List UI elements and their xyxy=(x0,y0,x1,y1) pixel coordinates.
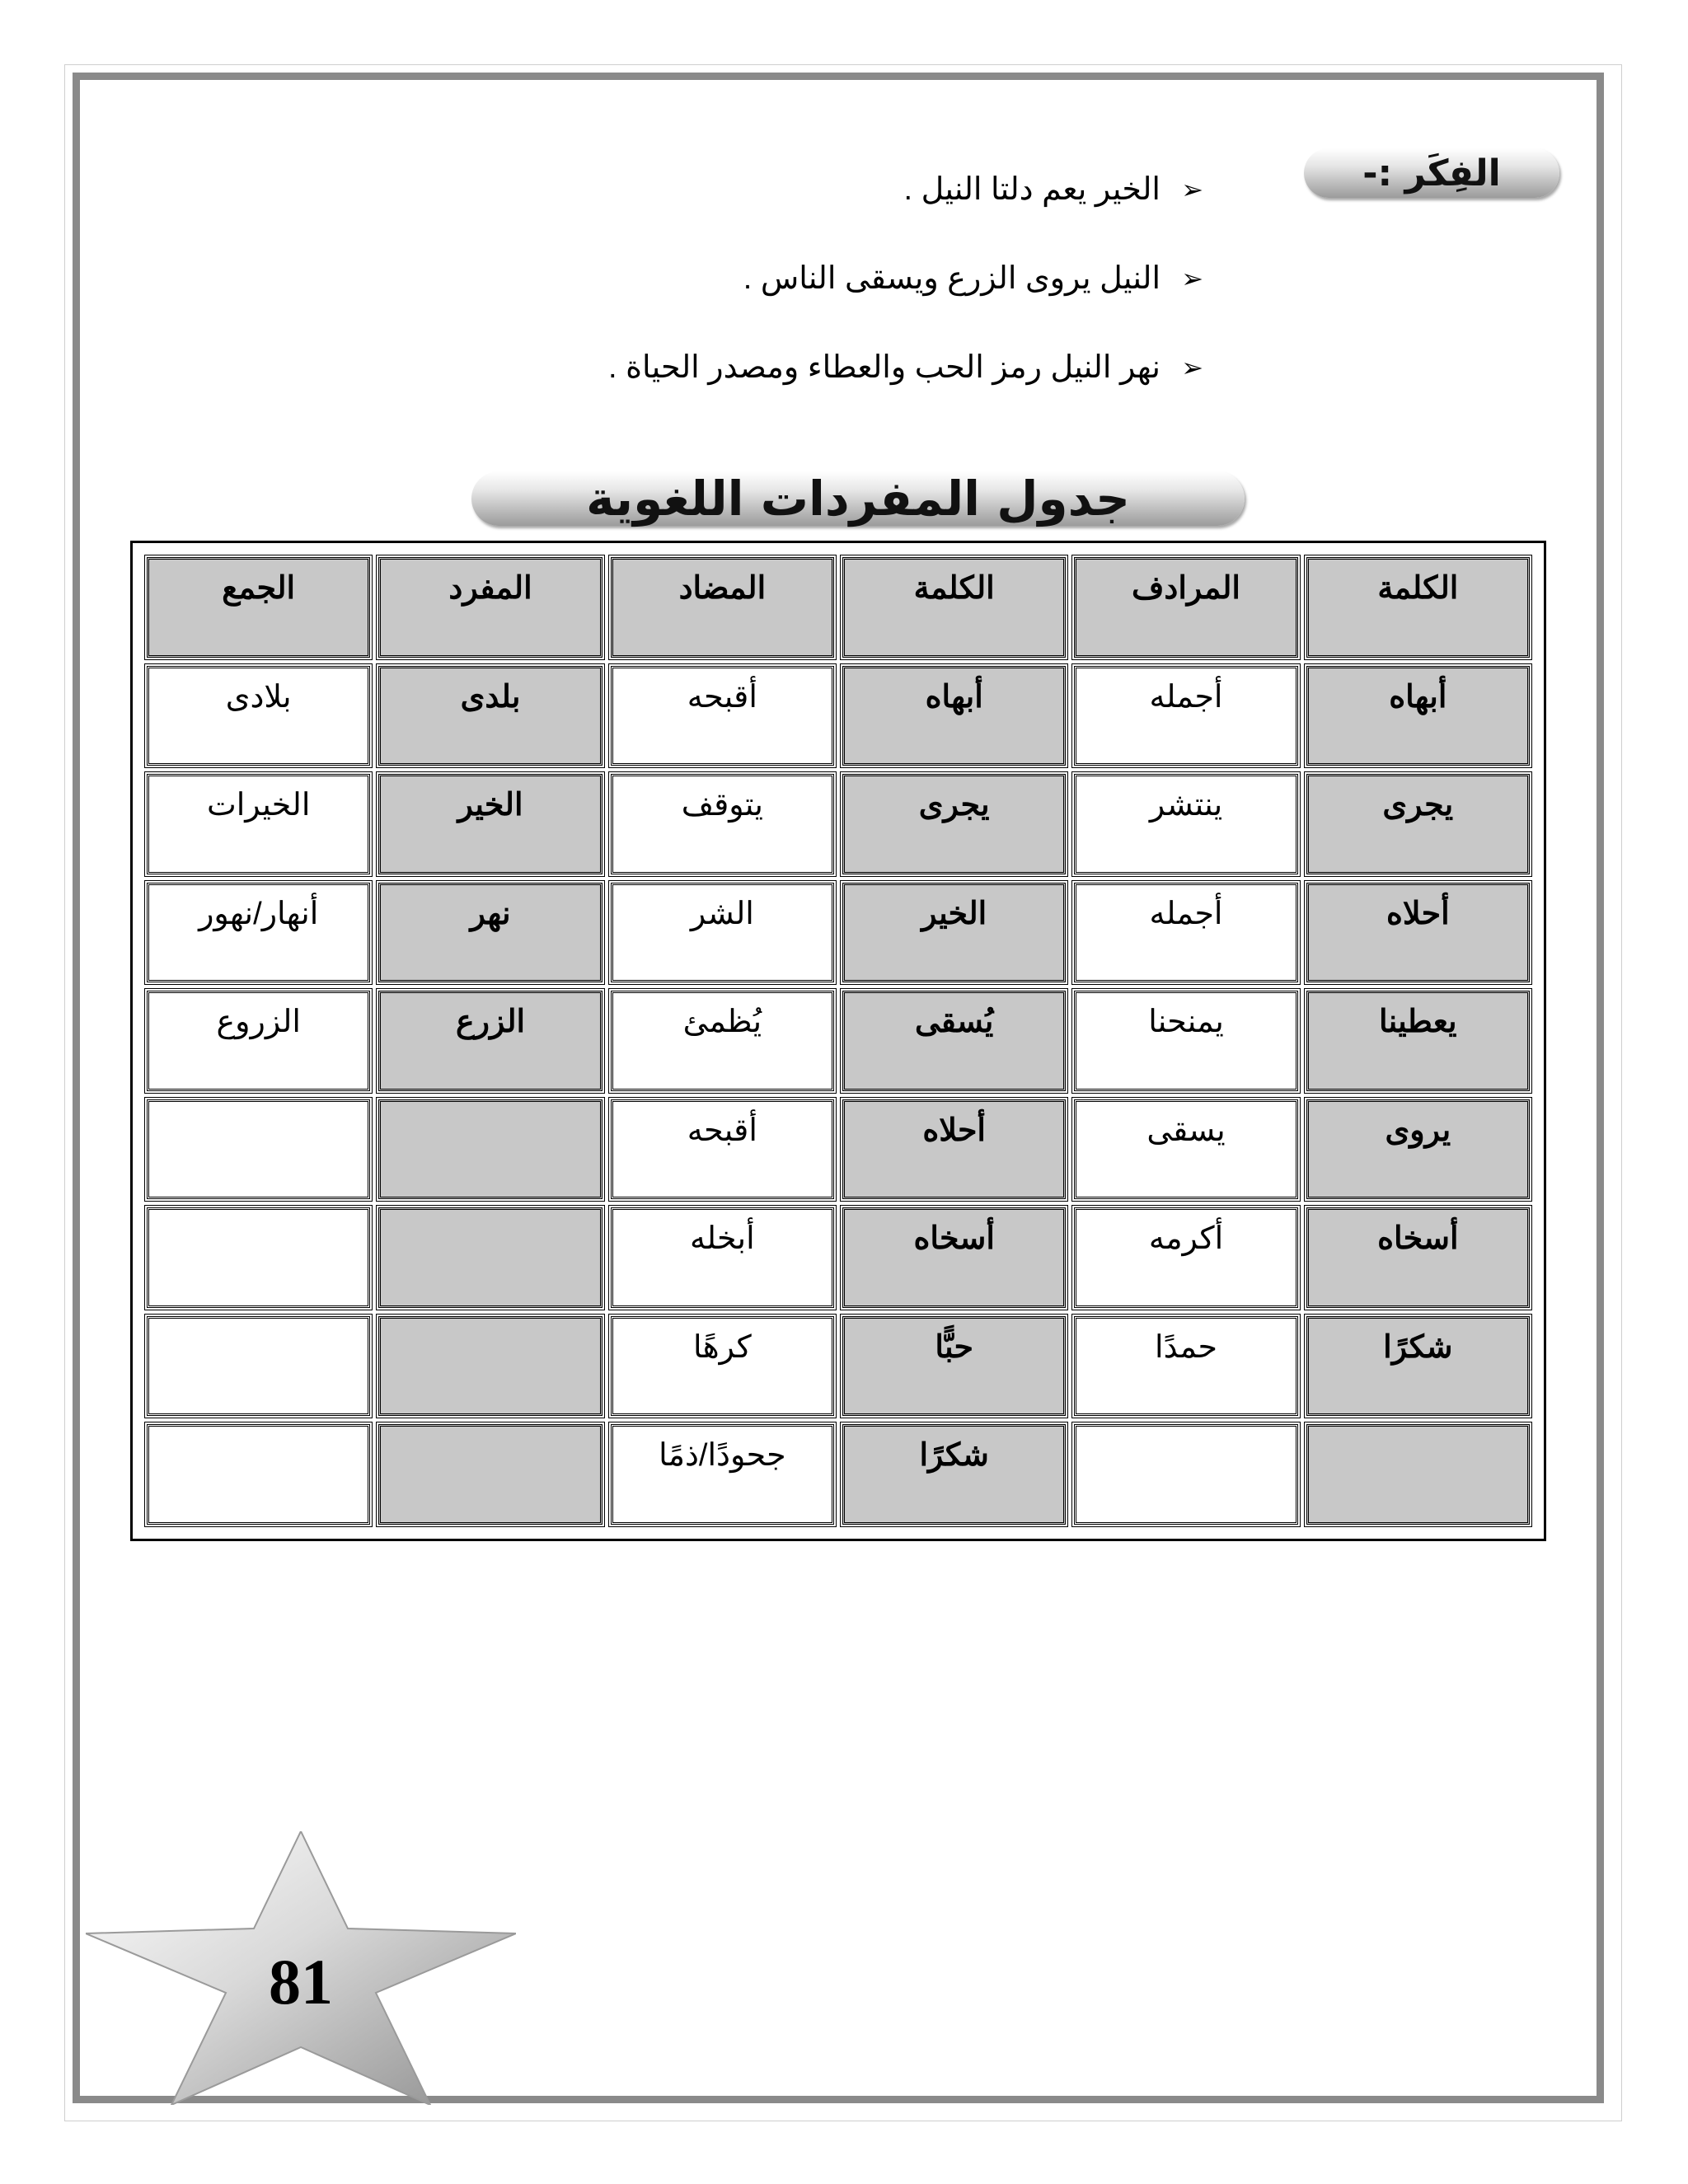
arrow-bullet-icon: ➢ xyxy=(1181,263,1203,294)
cell-synonym xyxy=(1074,1424,1297,1525)
header-word: الكلمة xyxy=(1306,557,1530,658)
idea-text: النيل يروى الزرع ويسقى الناس . xyxy=(743,261,1160,296)
cell-singular xyxy=(378,1424,602,1525)
page-number: 81 xyxy=(269,1946,333,2018)
cell-word: أسخاه xyxy=(1306,1207,1530,1308)
table-row xyxy=(147,774,1530,874)
cell-plural: بلادى xyxy=(147,666,370,766)
header-synonym: المرادف xyxy=(1074,557,1297,658)
cell-word: يجرى xyxy=(842,774,1066,874)
vocab-table-title xyxy=(471,471,1245,526)
cell-synonym: أجمله xyxy=(1074,883,1297,983)
idea-text: الخير يعم دلتا النيل . xyxy=(903,172,1160,207)
header-word: الكلمة xyxy=(842,557,1066,658)
table-row xyxy=(147,991,1530,1091)
cell-word xyxy=(1306,1424,1530,1525)
idea-item xyxy=(412,165,1203,254)
cell-word: يُسقى xyxy=(842,991,1066,1091)
cell-singular: بلدى xyxy=(378,666,602,766)
cell-word: يجرى xyxy=(1306,774,1530,874)
cell-singular xyxy=(378,1316,602,1417)
header-plural: الجمع xyxy=(147,557,370,658)
cell-plural xyxy=(147,1424,370,1525)
cell-plural xyxy=(147,1099,370,1200)
cell-singular: الزرع xyxy=(378,991,602,1091)
header-antonym: المضاد xyxy=(611,557,834,658)
table-row xyxy=(147,1207,1530,1308)
arrow-bullet-icon: ➢ xyxy=(1181,352,1203,383)
cell-word: أسخاه xyxy=(842,1207,1066,1308)
cell-word: أحلاه xyxy=(1306,883,1530,983)
idea-item xyxy=(412,254,1203,343)
vocab-table-frame xyxy=(130,541,1546,1541)
cell-singular: الخير xyxy=(378,774,602,874)
ideas-title-text: الفِكَر :- xyxy=(1362,152,1501,194)
cell-singular: نهر xyxy=(378,883,602,983)
cell-antonym: يُظمئ xyxy=(611,991,834,1091)
cell-synonym: أكرمه xyxy=(1074,1207,1297,1308)
ideas-list xyxy=(412,165,1203,432)
vocab-table xyxy=(138,549,1538,1533)
ideas-section-title xyxy=(1304,148,1559,198)
vocab-title-text: جدول المفردات اللغوية xyxy=(586,471,1130,527)
cell-word: شكرًا xyxy=(1306,1316,1530,1417)
cell-word: حبًّا xyxy=(842,1316,1066,1417)
table-header-row xyxy=(147,557,1530,658)
cell-antonym: الشر xyxy=(611,883,834,983)
cell-singular xyxy=(378,1099,602,1200)
cell-word: يعطينا xyxy=(1306,991,1530,1091)
cell-antonym: أقبحه xyxy=(611,1099,834,1200)
cell-plural xyxy=(147,1207,370,1308)
cell-plural: الزروع xyxy=(147,991,370,1091)
cell-synonym: يسقى xyxy=(1074,1099,1297,1200)
cell-plural: أنهار/نهور xyxy=(147,883,370,983)
cell-antonym: أقبحه xyxy=(611,666,834,766)
cell-word: أبهاه xyxy=(1306,666,1530,766)
arrow-bullet-icon: ➢ xyxy=(1181,174,1203,205)
table-row xyxy=(147,666,1530,766)
table-row xyxy=(147,1424,1530,1525)
header-singular: المفرد xyxy=(378,557,602,658)
cell-plural xyxy=(147,1316,370,1417)
cell-word: شكرًا xyxy=(842,1424,1066,1525)
idea-item xyxy=(412,343,1203,432)
cell-synonym: ينتشر xyxy=(1074,774,1297,874)
cell-word: أبهاه xyxy=(842,666,1066,766)
cell-word: أحلاه xyxy=(842,1099,1066,1200)
cell-antonym: يتوقف xyxy=(611,774,834,874)
idea-text: نهر النيل رمز الحب والعطاء ومصدر الحياة . xyxy=(607,350,1160,385)
cell-antonym: كرهًا xyxy=(611,1316,834,1417)
cell-synonym: أجمله xyxy=(1074,666,1297,766)
table-row xyxy=(147,883,1530,983)
cell-synonym: حمدًا xyxy=(1074,1316,1297,1417)
cell-word: الخير xyxy=(842,883,1066,983)
table-row xyxy=(147,1316,1530,1417)
cell-singular xyxy=(378,1207,602,1308)
cell-antonym: جحودًا/ذمًا xyxy=(611,1424,834,1525)
cell-synonym: يمنحنا xyxy=(1074,991,1297,1091)
cell-plural: الخيرات xyxy=(147,774,370,874)
cell-antonym: أبخله xyxy=(611,1207,834,1308)
table-row xyxy=(147,1099,1530,1200)
cell-word: يروى xyxy=(1306,1099,1530,1200)
